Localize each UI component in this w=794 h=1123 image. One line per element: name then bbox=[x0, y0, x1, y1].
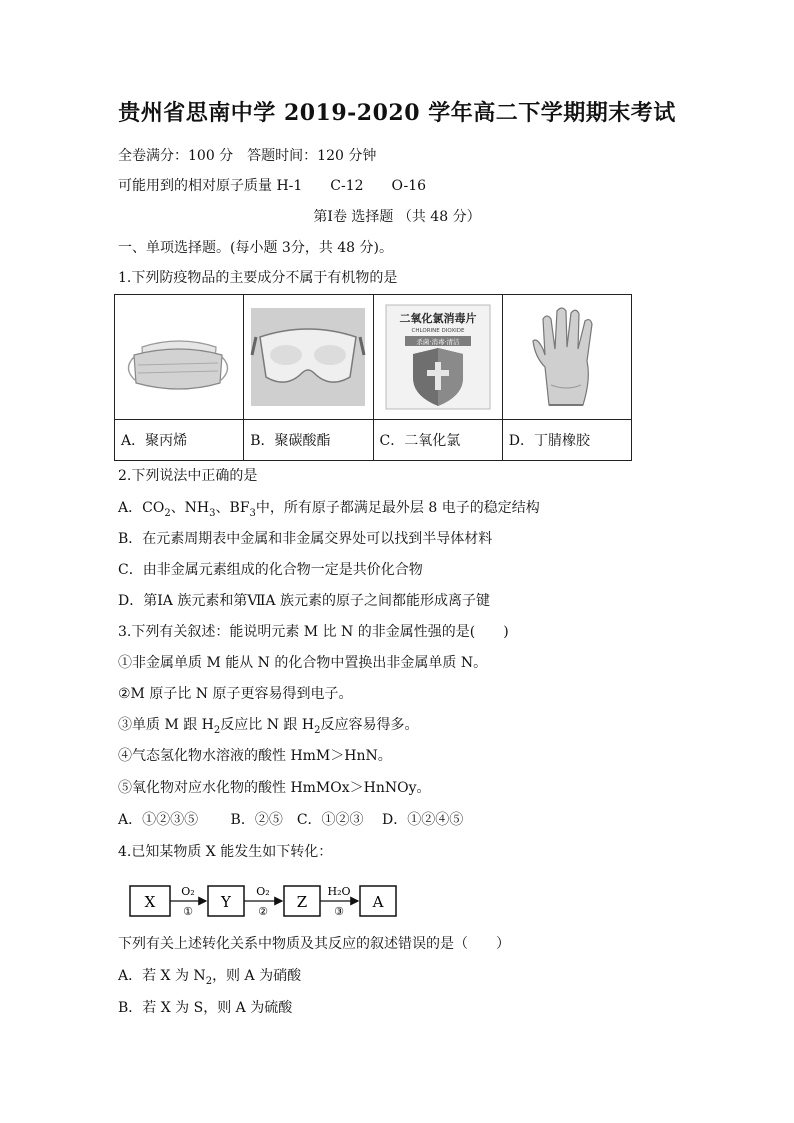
q4-stem: 4.已知某物质 X 能发生如下转化： bbox=[118, 844, 333, 860]
q1-option-b: B．聚碳酸酯 bbox=[244, 420, 373, 461]
mask-picture-cell bbox=[115, 295, 244, 420]
q2-option-c: C．由非金属元素组成的化合物一定是共价化合物 bbox=[118, 562, 423, 578]
q3-stem: 3.下列有关叙述：能说明元素 M 比 N 的非金属性强的是( ) bbox=[118, 624, 509, 640]
flow-reagent-1: O₂ bbox=[181, 885, 195, 898]
q1-option-a: A．聚丙烯 bbox=[115, 420, 244, 461]
q3-statement-4: ④气态氢化物水溶液的酸性 HmM＞HnN。 bbox=[118, 748, 392, 764]
q1-stem: 1.下列防疫物品的主要成分不属于有机物的是 bbox=[118, 270, 398, 286]
glove-icon bbox=[527, 305, 607, 409]
part-one-heading: 一、单项选择题。(每小题 3分，共 48 分)。 bbox=[118, 240, 393, 256]
package-title: 二氧化氯消毒片 bbox=[399, 312, 477, 325]
package-band: 杀菌·消毒·清洁 bbox=[416, 338, 460, 346]
q3-options: A．①②③⑤ B．②⑤ C．①②③ D．①②④⑤ bbox=[118, 812, 464, 828]
flow-step-1: ① bbox=[183, 905, 193, 918]
q1-option-c: C．二氧化氯 bbox=[373, 420, 502, 461]
full-score-info: 全卷满分：100 分 答题时间：120 分钟 bbox=[118, 148, 377, 164]
flow-reagent-3: H₂O bbox=[327, 885, 351, 898]
q2-stem: 2.下列说法中正确的是 bbox=[118, 468, 258, 484]
flow-reagent-2: O₂ bbox=[256, 885, 270, 898]
q3-statement-2: ②M 原子比 N 原子更容易得到电子。 bbox=[118, 686, 353, 702]
flow-node-a-label: A bbox=[372, 893, 384, 911]
flow-step-2: ② bbox=[258, 905, 268, 918]
q3-statement-5: ⑤氧化物对应水化物的酸性 HmMOx＞HnNOy。 bbox=[118, 780, 431, 796]
q3-statement-3: ③单质 M 跟 $H_2$反应比 N 跟 $H_2$反应容易得多。 bbox=[118, 717, 419, 736]
q1-items-table bbox=[114, 294, 632, 461]
q4-option-b: B．若 X 为 S，则 A 为硫酸 bbox=[118, 1000, 293, 1016]
safety-goggles-icon bbox=[250, 307, 366, 407]
q2-option-a: A．$CO_2$、$NH_3$、$BF_3$中，所有原子都满足最外层 8 电子的稳定结构 bbox=[118, 500, 540, 519]
section-title: 第Ⅰ卷 选择题 （共 48 分） bbox=[313, 209, 481, 225]
glove-picture-cell bbox=[502, 295, 631, 420]
conversion-flow-diagram bbox=[128, 878, 398, 922]
q1-option-d: D．丁腈橡胶 bbox=[502, 420, 631, 461]
flow-node-y-label: Y bbox=[221, 893, 231, 911]
flow-node-x-label: X bbox=[144, 893, 156, 911]
exam-title: 贵州省思南中学 2019-2020 学年高二下学期期末考试 bbox=[118, 100, 676, 126]
flow-node-z-label: Z bbox=[296, 893, 308, 911]
flow-step-3: ③ bbox=[334, 905, 344, 918]
goggles-picture-cell bbox=[244, 295, 373, 420]
q4-question: 下列有关上述转化关系中物质及其反应的叙述错误的是（ ） bbox=[118, 936, 510, 952]
face-mask-icon bbox=[124, 317, 234, 397]
q3-statement-1: ①非金属单质 M 能从 N 的化合物中置换出非金属单质 N。 bbox=[118, 655, 488, 671]
q2-option-b: B．在元素周期表中金属和非金属交界处可以找到半导体材料 bbox=[118, 531, 493, 547]
atomic-mass-info: 可能用到的相对原子质量 H-1 C-12 O-16 bbox=[118, 178, 427, 194]
q2-option-d: D．第ⅠA 族元素和第ⅦA 族元素的原子之间都能形成离子键 bbox=[118, 593, 490, 609]
package-subtitle: CHLORINE DIOXIDE bbox=[411, 328, 465, 334]
q4-option-a: A．若 X 为 $N_2$，则 A 为硝酸 bbox=[118, 968, 302, 987]
tablet-package-picture-cell bbox=[373, 295, 502, 420]
chlorine-dioxide-package-icon bbox=[385, 304, 491, 410]
